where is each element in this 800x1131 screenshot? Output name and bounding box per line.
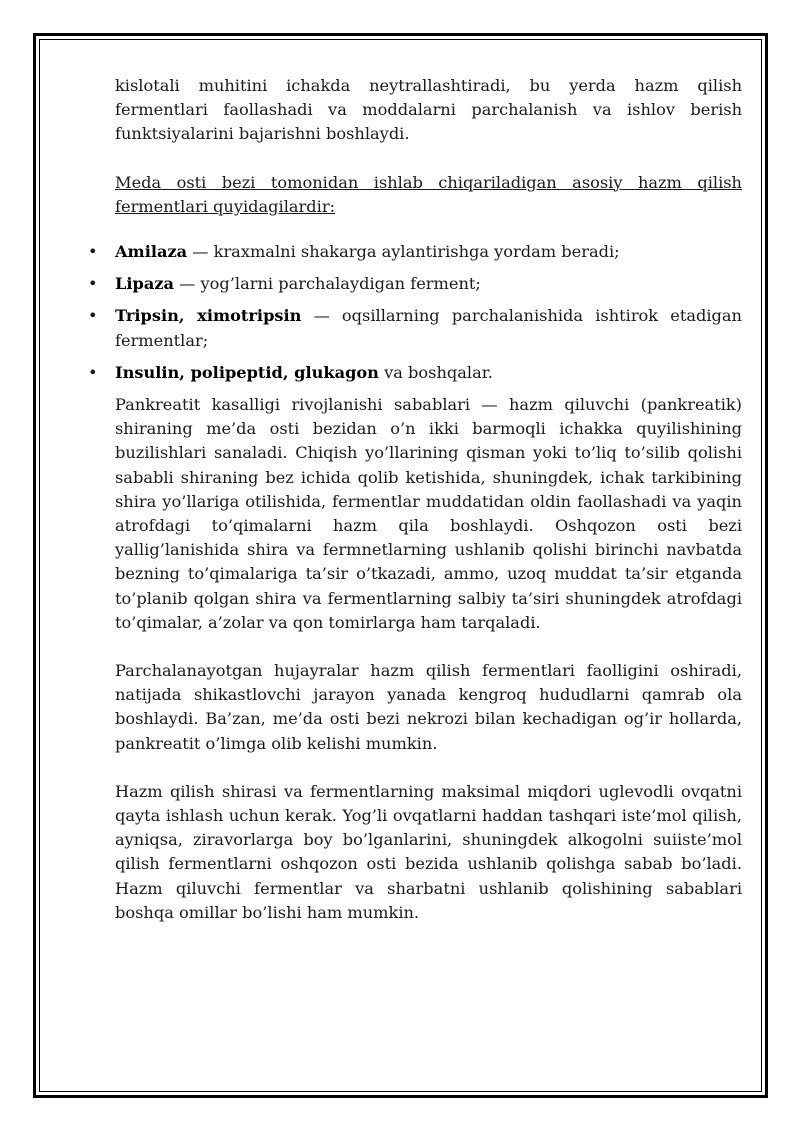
body-paragraph: Parchalanayotgan hujayralar hazm qilish fermentlari faolligini oshiradi, natijada shikastlovchi jarayon yanada kengroq hududlarni qamrab ola boshlaydi. Ba’zan, me’da osti bezi nekrozi bilan kechadigan og’ir hollarda, pankreatit o’limga olib kelishi mumkin. (115, 661, 742, 753)
list-item (88, 304, 742, 352)
enzyme-description: va boshqalar. (378, 362, 493, 382)
list-item (88, 272, 742, 296)
list-item (88, 240, 742, 264)
enzyme-term: Lipaza (115, 274, 175, 294)
enzyme-list (88, 240, 742, 385)
enzyme-list-heading: Meda osti bezi tomonidan ishlab chiqariladigan asosiy hazm qilish fermentlari quyidagilardir: (115, 172, 742, 216)
enzyme-description: — kraxmalni shakarga aylantirishga yordam beradi; (187, 242, 620, 262)
bullet-icon: • (88, 362, 98, 382)
body-paragraph: Hazm qilish shirasi va fermentlarning maksimal miqdori uglevodli ovqatni qayta ishlash uchun kerak. Yog’li ovqatlarni haddan tashqari iste’mol qilish, ayniqsa, ziravorlarga boy bo’lganlarini, shuningdek alkogolni suiiste’mol qilish fermentlarni oshqozon osti bezida ushlanib qolishga sabab bo’ladi. Hazm qiluvchi fermentlar va sharbatni ushlanib qolishining sabablari boshqa omillar bo’lishi ham mumkin. (115, 781, 742, 922)
enzyme-description: — yog’larni parchalaydigan ferment; (174, 274, 481, 294)
bullet-icon: • (88, 274, 98, 294)
intro-paragraph: kislotali muhitini ichakda neytrallashtiradi, bu yerda hazm qilish fermentlari faollashadi va moddalarni parchalanish va ishlov berish funktsiyalarini bajarishni boshlaydi. (115, 76, 742, 144)
enzyme-term: Tripsin, ximotripsin (115, 306, 302, 326)
enzyme-description: — oqsillarning parchalanishida ishtirok etadigan fermentlar; (115, 306, 742, 350)
enzyme-term: Amilaza (115, 242, 188, 262)
list-item (88, 361, 742, 385)
bullet-icon: • (88, 306, 98, 326)
body-paragraph: Pankreatit kasalligi rivojlanishi sabablari — hazm qiluvchi (pankreatik) shiraning me’da osti bezidan o’n ikki barmoqli ichakka quyilishining buzilishlari sanaladi. Chiqish yo’llarining qisman yoki to’liq to’silib qolishi sababli shiraning bez ichida qolib ketishida, shuningdek, ichak tarkibining shira yo’llariga otilishida, fermentlar muddatidan oldin faollashadi va yaqin atrofdagi to’qimalarni hazm qila boshlaydi. Oshqozon osti bezi yallig’lanishida shira va fermnetlarning ushlanib qolishi birinchi navbatda bezning to’qimalariga ta’sir o’tkazadi, ammo, uzoq muddat ta’sir etganda to’planib qolgan shira va fermentlarning salbiy ta’siri shuningdek atrofdagi to’qimalar, a’zolar va qon tomirlarga ham tarqaladi. (115, 395, 742, 632)
document-body (88, 74, 742, 925)
enzyme-term: Insulin, polipeptid, glukagon (115, 362, 379, 382)
bullet-icon: • (88, 242, 98, 262)
